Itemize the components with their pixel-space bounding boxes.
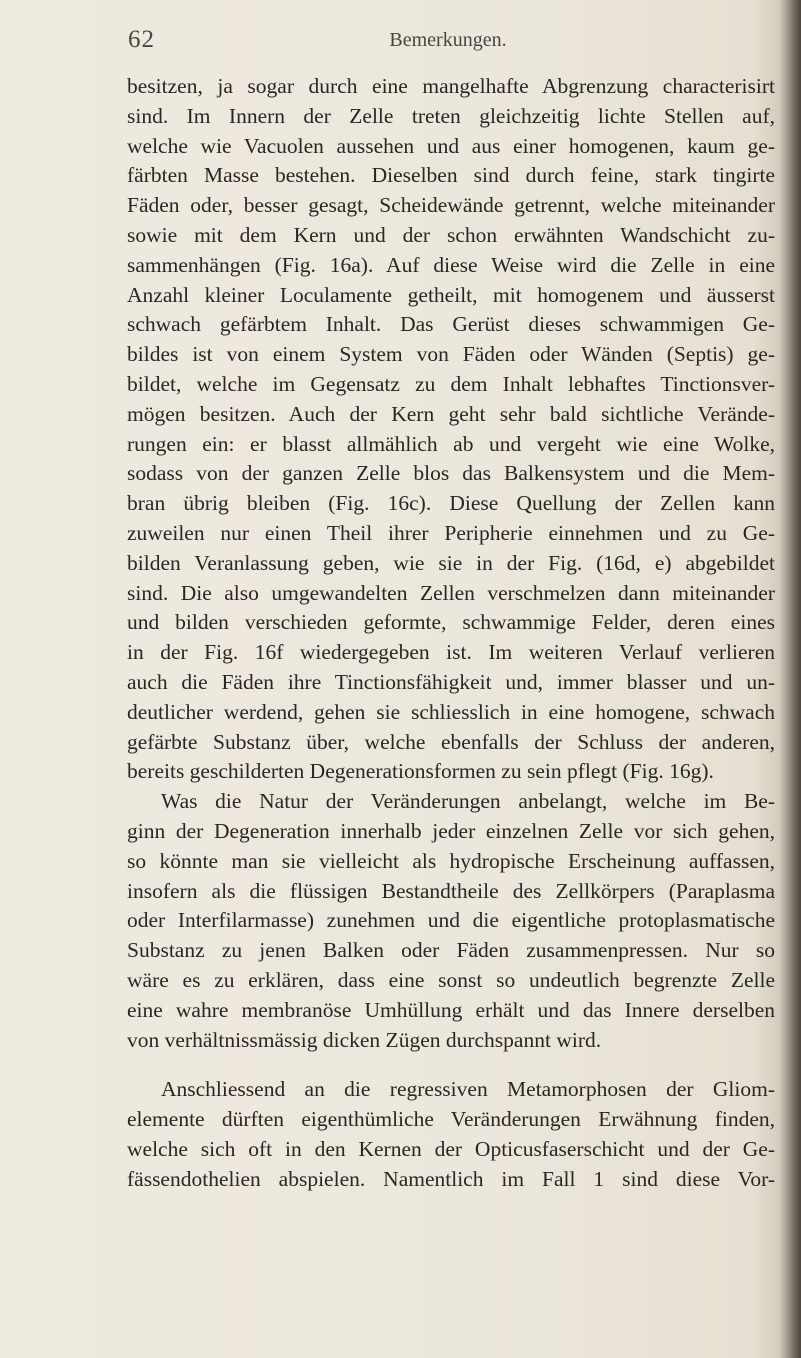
running-header [128,26,768,56]
text-line: sowie mit dem Kern und der schon erwähnten Wandschicht zu- [127,222,775,247]
text-line: färbten Masse bestehen. Dieselben sind durch feine, stark tingirte [127,163,775,188]
paragraph-2 [127,787,775,1055]
paragraph-spacer [127,1055,775,1075]
text-line: bran übrig bleiben (Fig. 16c). Diese Quellung der Zellen kann [127,491,775,516]
page-edge-shadow [779,0,801,1358]
text-line: Anschliessend an die regressiven Metamorphosen der Gliom- [161,1077,775,1102]
text-line: wäre es zu erklären, dass eine sonst so undeutlich begrenzte Zelle [127,967,775,992]
text-line: und bilden verschieden geformte, schwammige Felder, deren eines [127,610,775,635]
text-line: oder Interfilarmasse) zunehmen und die eigentliche protoplasmatische [127,908,775,933]
text-line: bilden Veranlassung geben, wie sie in der Fig. (16d, e) abgebildet [127,550,775,575]
text-line: ginn der Degeneration innerhalb jeder einzelnen Zelle vor sich gehen, [127,818,775,843]
text-line: deutlicher werdend, gehen sie schliesslich in eine homogene, schwach [127,699,775,724]
text-line: sind. Die also umgewandelten Zellen verschmelzen dann miteinander [127,580,775,605]
text-line: welche sich oft in den Kernen der Opticusfaserschicht und der Ge- [127,1136,775,1161]
text-line: von verhältnissmässig dicken Zügen durchspannt wird. [127,1027,602,1052]
text-line: rungen ein: er blasst allmählich ab und vergeht wie eine Wolke, [127,431,775,456]
page-number: 62 [128,26,155,53]
text-line: sammenhängen (Fig. 16a). Auf diese Weise wird die Zelle in eine [127,252,775,277]
paragraph-3 [127,1075,775,1194]
text-line: schwach gefärbtem Inhalt. Das Gerüst dieses schwammigen Ge- [127,312,775,337]
text-line: Substanz zu jenen Balken oder Fäden zusammenpressen. Nur so [127,938,775,963]
text-line: zuweilen nur einen Theil ihrer Peripherie einnehmen und zu Ge- [127,520,775,545]
text-line: gefärbte Substanz über, welche ebenfalls der Schluss der anderen, [127,729,775,754]
body-text [127,72,775,1194]
text-line: elemente dürften eigenthümliche Veränderungen Erwähnung finden, [127,1107,775,1132]
text-line: Was die Natur der Veränderungen anbelangt, welche im Be- [161,789,775,814]
running-title: Bemerkungen. [389,29,507,51]
text-line: besitzen, ja sogar durch eine mangelhafte Abgrenzung characterisirt [127,74,775,98]
text-line: eine wahre membranöse Umhüllung erhält und das Innere derselben [127,997,775,1022]
text-line: sodass von der ganzen Zelle blos das Balkensystem und die Mem- [127,461,775,486]
text-line: Anzahl kleiner Loculamente getheilt, mit homogenem und äusserst [127,282,775,307]
text-line: mögen besitzen. Auch der Kern geht sehr bald sichtliche Verände- [127,401,775,426]
text-line: bildet, welche im Gegensatz zu dem Inhalt lebhaftes Tinctionsver- [127,371,775,396]
text-line: bildes ist von einem System von Fäden oder Wänden (Septis) ge- [127,342,775,367]
text-line: so könnte man sie vielleicht als hydropische Erscheinung auffassen, [127,848,775,873]
paragraph-1 [127,72,775,787]
text-line: sind. Im Innern der Zelle treten gleichzeitig lichte Stellen auf, [127,103,775,128]
text-line: insofern als die flüssigen Bestandtheile des Zellkörpers (Paraplasma [127,878,775,903]
text-line: Fäden oder, besser gesagt, Scheidewände getrennt, welche miteinander [127,193,775,218]
text-line: welche wie Vacuolen aussehen und aus einer homogenen, kaum ge- [127,133,775,158]
text-line: bereits geschilderten Degenerationsformen zu sein pflegt (Fig. 16g). [127,759,714,784]
text-line: fässendothelien abspielen. Namentlich im Fall 1 sind diese Vor- [127,1166,775,1191]
text-line: in der Fig. 16f wiedergegeben ist. Im weiteren Verlauf verlieren [127,640,775,665]
text-line: auch die Fäden ihre Tinctionsfähigkeit und, immer blasser und un- [127,669,775,694]
